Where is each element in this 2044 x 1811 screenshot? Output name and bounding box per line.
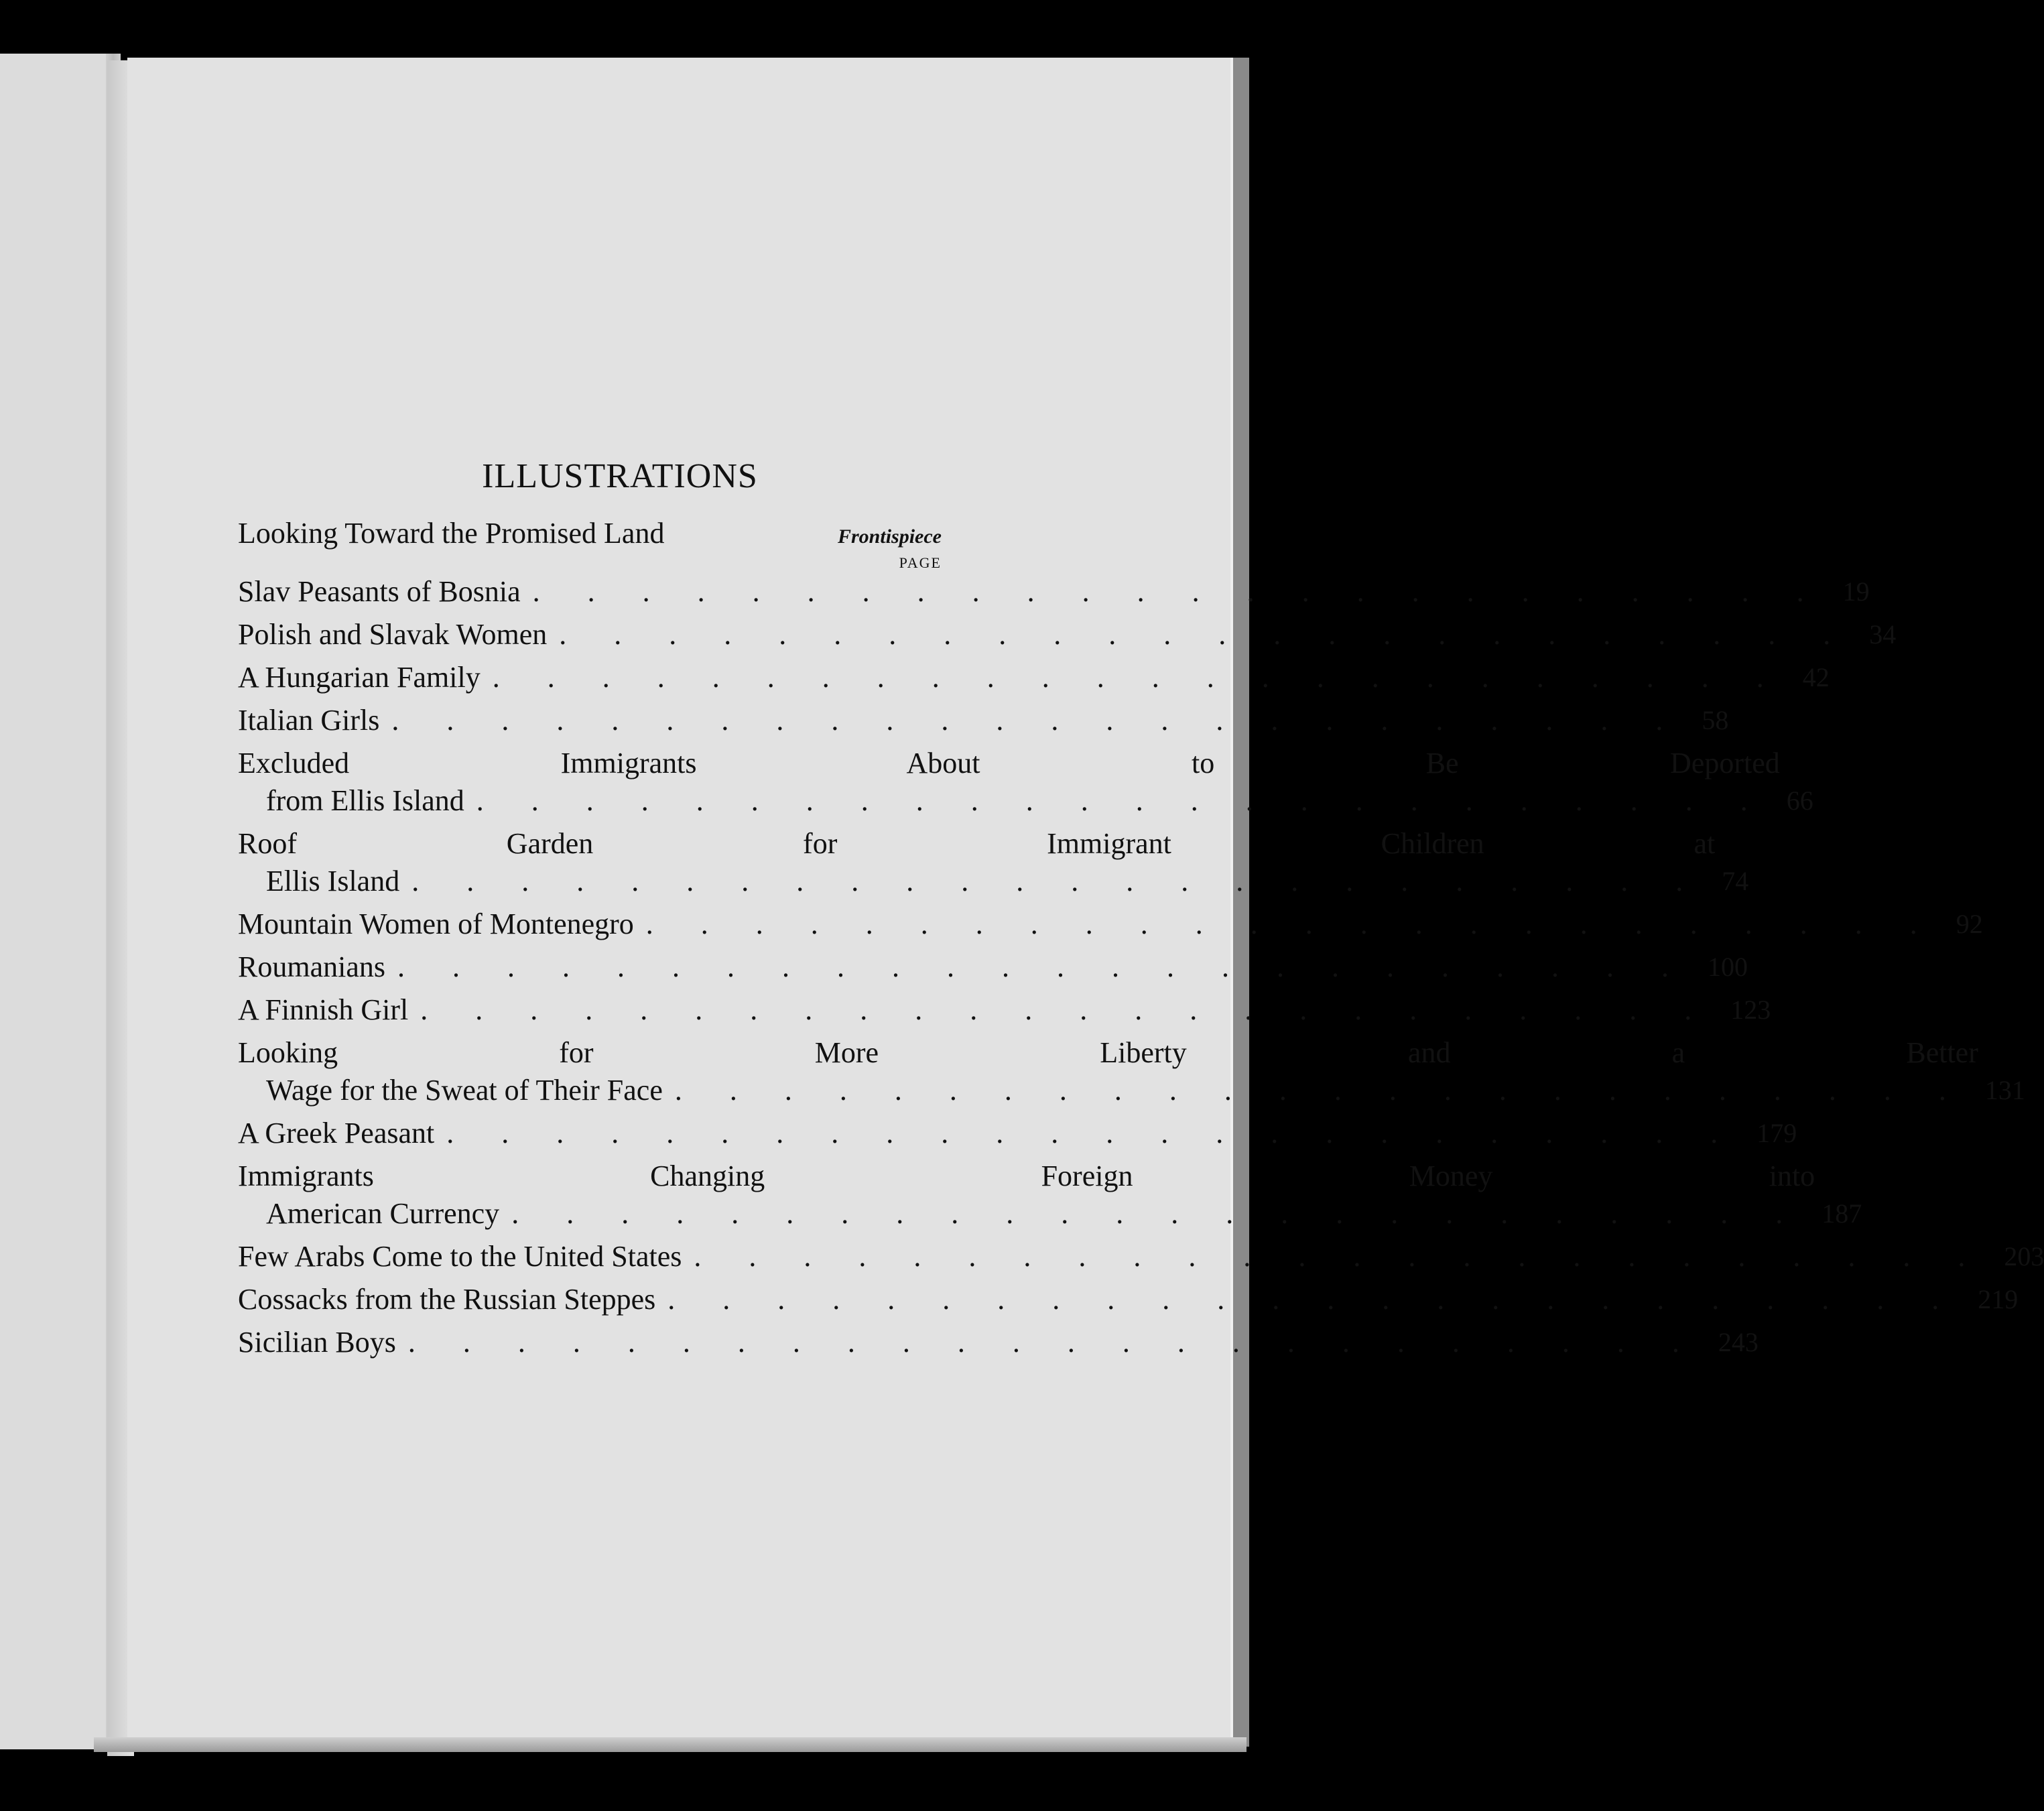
page-column-heading: PAGE — [899, 554, 942, 571]
dot-leader — [694, 1238, 1985, 1275]
illustrations-list — [238, 456, 2044, 1367]
page-number: 203 — [2004, 1241, 2044, 1271]
entry-line-text: Mountain Women of Montenegro — [238, 908, 634, 940]
entry-line-text: Wage for the Sweat of Their Face — [266, 1074, 663, 1107]
dot-leader — [476, 782, 1768, 820]
dot-leader — [420, 991, 1712, 1029]
entry-line-text: American Currency — [266, 1197, 500, 1230]
dot-leader — [559, 616, 1850, 653]
entry-line — [238, 1238, 1997, 1275]
entry-line-text: A Hungarian Family — [238, 661, 481, 694]
dot-leader — [646, 906, 1937, 943]
left-page-edge — [0, 54, 121, 1749]
entry-title — [238, 906, 1950, 943]
entry-title — [238, 991, 1724, 1029]
dot-leader — [533, 573, 1824, 611]
page-bottom-edge — [94, 1737, 1247, 1752]
entry-line-text: A Greek Peasant — [238, 1117, 435, 1149]
page-number: 74 — [1722, 866, 1749, 896]
illustration-entry — [238, 906, 1983, 943]
entry-line — [238, 1115, 1750, 1152]
dot-leader — [397, 948, 1689, 986]
page-number: 179 — [1756, 1118, 1797, 1148]
page-number: 131 — [1984, 1075, 2025, 1105]
page-number: 92 — [1956, 909, 1983, 939]
entry-line-text: Cossacks from the Russian Steppes — [238, 1283, 656, 1316]
entry-title — [238, 659, 1796, 696]
illustration-entry — [238, 1238, 2044, 1275]
page-number: 19 — [1842, 576, 1870, 607]
dot-leader — [391, 702, 1683, 739]
dot-leader — [667, 1281, 1959, 1318]
entry-title — [238, 1158, 1815, 1233]
frontispiece-entry — [238, 516, 942, 550]
page-number: 42 — [1802, 662, 1830, 692]
entry-line-text: Ellis Island — [266, 865, 400, 897]
entry-title — [238, 1324, 1712, 1361]
entry-line — [238, 1072, 1978, 1109]
page-title: ILLUSTRATIONS — [482, 457, 758, 495]
entries-list — [238, 573, 2044, 1361]
illustration-entry — [238, 825, 1749, 900]
dot-leader — [411, 863, 1703, 900]
dot-leader — [675, 1072, 1966, 1109]
illustration-entry — [238, 948, 1748, 986]
entry-line — [238, 906, 1950, 943]
entry-line-text: from Ellis Island — [266, 784, 464, 817]
entry-line — [238, 659, 1796, 696]
illustration-entry — [238, 1281, 2019, 1318]
entry-line — [238, 863, 1715, 900]
entry-line — [238, 948, 1701, 986]
page-number: 123 — [1730, 995, 1771, 1025]
entry-line: Excluded Immigrants About to Be Deported — [238, 747, 1780, 779]
entry-title — [238, 1034, 1978, 1109]
illustration-entry — [238, 573, 1870, 611]
page-number: 58 — [1702, 705, 1729, 735]
entry-title — [238, 616, 1862, 653]
entry-title — [238, 573, 1836, 611]
illustration-entry — [238, 659, 1830, 696]
book-page — [127, 58, 2044, 1747]
entry-line: Looking for More Liberty and a Better — [238, 1036, 1978, 1069]
page-number: 34 — [1869, 619, 1897, 649]
entry-line-text: A Finnish Girl — [238, 993, 409, 1026]
entry-title — [238, 825, 1715, 900]
page-number: 187 — [1822, 1198, 1862, 1229]
dot-leader — [446, 1115, 1738, 1152]
illustration-entry — [238, 616, 1897, 653]
page-number: 219 — [1978, 1284, 2019, 1314]
dot-leader — [493, 659, 1784, 696]
entry-title — [238, 702, 1695, 739]
entry-line-text: Slav Peasants of Bosnia — [238, 575, 521, 608]
page-number: 66 — [1786, 786, 1813, 816]
illustration-entry — [238, 1158, 1862, 1233]
illustration-entry — [238, 745, 1813, 820]
illustration-entry — [238, 1034, 2025, 1109]
entry-title — [238, 1238, 1997, 1275]
entry-line — [238, 1281, 1971, 1318]
dot-leader — [408, 1324, 1700, 1361]
entry-title — [238, 1281, 1971, 1318]
entry-line: Immigrants Changing Foreign Money into — [238, 1160, 1815, 1192]
illustration-entry — [238, 702, 1729, 739]
entry-line — [238, 1324, 1712, 1361]
page-number: 243 — [1718, 1327, 1759, 1357]
dot-leader — [511, 1195, 1803, 1233]
entry-line-text: Italian Girls — [238, 704, 380, 737]
entry-line — [238, 702, 1695, 739]
frontispiece-text: Looking Toward the Promised Land — [238, 517, 665, 550]
entry-title — [238, 745, 1780, 820]
entry-title — [238, 1115, 1750, 1152]
frontispiece-label: Frontispiece — [838, 525, 942, 548]
entry-line — [238, 991, 1724, 1029]
entry-line — [238, 1195, 1815, 1233]
entry-title — [238, 948, 1701, 986]
entry-line — [238, 782, 1780, 820]
entry-line — [238, 616, 1862, 653]
entry-line-text: Roumanians — [238, 950, 385, 983]
entry-line: Roof Garden for Immigrant Children at — [238, 827, 1716, 860]
page-number: 100 — [1707, 952, 1748, 982]
illustration-entry — [238, 1115, 1797, 1152]
entry-line-text: Polish and Slavak Women — [238, 618, 548, 651]
illustration-entry — [238, 991, 1771, 1029]
entry-line-text: Few Arabs Come to the United States — [238, 1240, 682, 1273]
entry-line — [238, 573, 1836, 611]
illustration-entry — [238, 1324, 1759, 1361]
entry-line-text: Sicilian Boys — [238, 1326, 396, 1359]
